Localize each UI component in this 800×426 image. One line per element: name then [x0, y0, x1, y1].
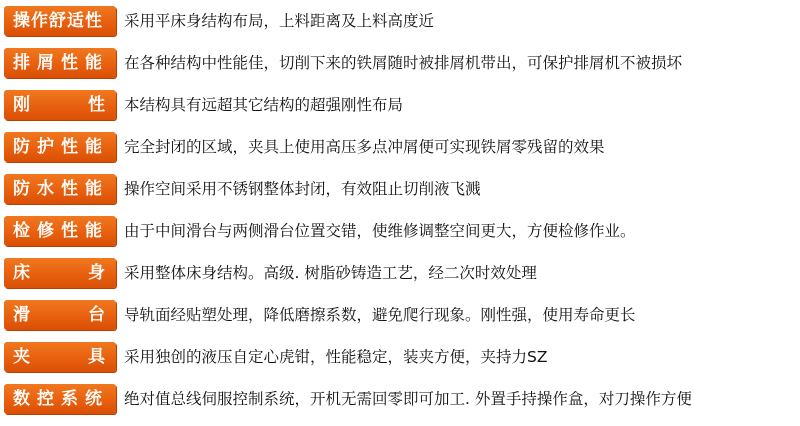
feature-label-text: 滑台 [13, 305, 163, 325]
feature-label [4, 6, 116, 36]
feature-label-text: 夹具 [13, 347, 163, 367]
feature-description: 采用平床身结构布局，上料距离及上料高度近 [124, 12, 435, 30]
feature-description: 采用独创的液压自定心虎钳，性能稳定，装夹方便，夹持力SZ [124, 348, 548, 366]
feature-description: 操作空间采用不锈钢整体封闭，有效阻止切削液飞溅 [124, 180, 481, 198]
feature-row-rigidity [4, 88, 796, 122]
feature-label [4, 300, 163, 330]
feature-row-slide [4, 298, 796, 332]
feature-label-text: 检修性能 [13, 221, 109, 241]
feature-description: 绝对值总线伺服控制系统，开机无需回零即可加工. 外置手持操作盒，对刀操作方便 [124, 390, 692, 408]
feature-description: 本结构具有远超其它结构的超强刚性布局 [124, 96, 404, 114]
feature-row-protection [4, 130, 796, 164]
feature-label-text: 刚性 [13, 95, 163, 115]
feature-label-text: 数控系统 [13, 389, 109, 409]
feature-row-comfort [4, 4, 796, 38]
feature-row-bed [4, 256, 796, 290]
feature-label-text: 床身 [13, 263, 163, 283]
feature-description: 采用整体床身结构。高级. 树脂砂铸造工艺，经二次时效处理 [124, 264, 537, 282]
feature-label [4, 174, 116, 204]
feature-label [4, 48, 116, 78]
feature-label-text: 防水性能 [13, 179, 109, 199]
feature-label-text: 操作舒适性 [13, 11, 103, 31]
feature-label-text: 防护性能 [13, 137, 109, 157]
feature-row-fixture [4, 340, 796, 374]
feature-row-maintenance [4, 214, 796, 248]
feature-label [4, 258, 163, 288]
feature-label [4, 90, 163, 120]
feature-label [4, 384, 116, 414]
feature-label [4, 132, 116, 162]
feature-label [4, 216, 116, 246]
feature-label-text: 排屑性能 [13, 53, 109, 73]
feature-row-chip-removal [4, 46, 796, 80]
feature-row-cnc-system [4, 382, 796, 416]
feature-row-waterproof [4, 172, 796, 206]
feature-description: 导轨面经贴塑处理，降低磨擦系数，避免爬行现象。刚性强，使用寿命更长 [124, 306, 636, 324]
feature-description: 在各种结构中性能佳，切削下来的铁屑随时被排屑机带出，可保护排屑机不被损坏 [124, 54, 683, 72]
feature-description: 完全封闭的区域，夹具上使用高压多点冲屑便可实现铁屑零残留的效果 [124, 138, 605, 156]
feature-description: 由于中间滑台与两侧滑台位置交错，使维修调整空间更大，方便检修作业。 [124, 222, 636, 240]
feature-label [4, 342, 163, 372]
